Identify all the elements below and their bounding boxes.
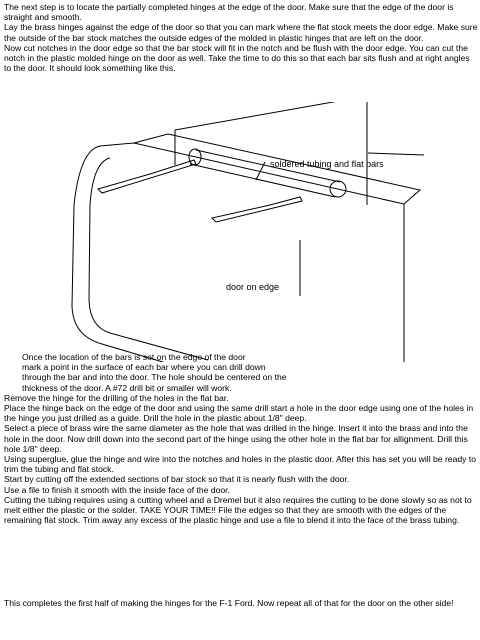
flat-bar-right: [212, 197, 302, 222]
label-plane: [175, 102, 367, 296]
step-paragraph: Place the hinge back on the edge of the door and using the same drill start a hole in the door edge using one of the holes in the hinge you just drilled as a guide. Drill the hole in the plastic about 1/8" deep.: [4, 403, 474, 424]
steps-indented-line: through the bar and into the door. The hole should be centered on the: [22, 372, 287, 383]
steps-indented-line: Once the location of the bars is set on the edge of the door: [22, 352, 246, 362]
step-paragraph: Cutting the tubing requires using a cutting wheel and a Dremel but it also requires the cutting to be done slowly so as not to melt either the plastic or the solder. TAKE YOUR TIME!! File the edges so that they are smooth with the edges of the remaining flat stock. Trim away any excess of the plastic hinge and use a file to blend it into the face of the brass tubing.: [4, 494, 472, 526]
intro-paragraph-1: The next step is to locate the partially completed hinges at the edge of the door. Make sure that the edge of the door is straight and smooth.: [4, 2, 454, 23]
flat-bar-left: [98, 160, 196, 193]
door-hinge-diagram: [0, 102, 480, 362]
brass-tubing: [190, 150, 340, 197]
door-label: door on edge: [226, 282, 280, 292]
closing-paragraph: This completes the first half of making the hinges for the F-1 Ford. Now repeat all of that for the door on the other side!: [4, 598, 454, 608]
steps-indented-line: mark a point in the surface of each bar where you can drill down: [22, 362, 266, 373]
step-paragraph: Select a piece of brass wire the same diameter as the hole that was drilled in the hinge. Insert it into the brass and into the hole in the door. Now drill down into the second part of the hinge using the other hole in the flat bar for allignment. Drill this hole 1/8" deep.: [4, 423, 468, 454]
step-paragraph: Start by cutting off the extended sections of bar stock so that it is nearly flush with the door.: [4, 474, 350, 485]
door-window-recess: [89, 158, 208, 360]
closing-text: [4, 598, 478, 608]
step-paragraph: Use a file to finish it smooth with the inside face of the door.: [4, 484, 230, 495]
step-paragraph: Remove the hinge for the drilling of the holes in the flat bar.: [4, 392, 229, 403]
intro-paragraph-3: Now cut notches in the door edge so that the bar stock will fit in the notch and be flush with the door edge. You can cut the notch in the plastic molded hinge on the door as well. Take the time to do this so that each bar sits flush and at right angles to the door. It should look something like this.: [4, 42, 470, 74]
steps-text: [4, 352, 478, 525]
step-paragraph: Using superglue, glue the hinge and wire into the notches and holes in the plastic door. After this has set you will be ready to trim the tubing and flat stock.: [4, 454, 476, 475]
intro-text: [4, 2, 478, 73]
tubing-label: soldered tubing and flat bars: [270, 159, 384, 169]
intro-paragraph-2: Lay the brass hinges against the edge of the door so that you can mark where the flat stock meets the door edge. Make sure the outside of the bar stock matches the outside edges of the molded in plastic hinges that are left on the door.: [4, 22, 478, 43]
steps-indented-line: thickness of the door. A #72 drill bit or smaller will work.: [22, 382, 232, 393]
door-edge: [134, 134, 420, 204]
